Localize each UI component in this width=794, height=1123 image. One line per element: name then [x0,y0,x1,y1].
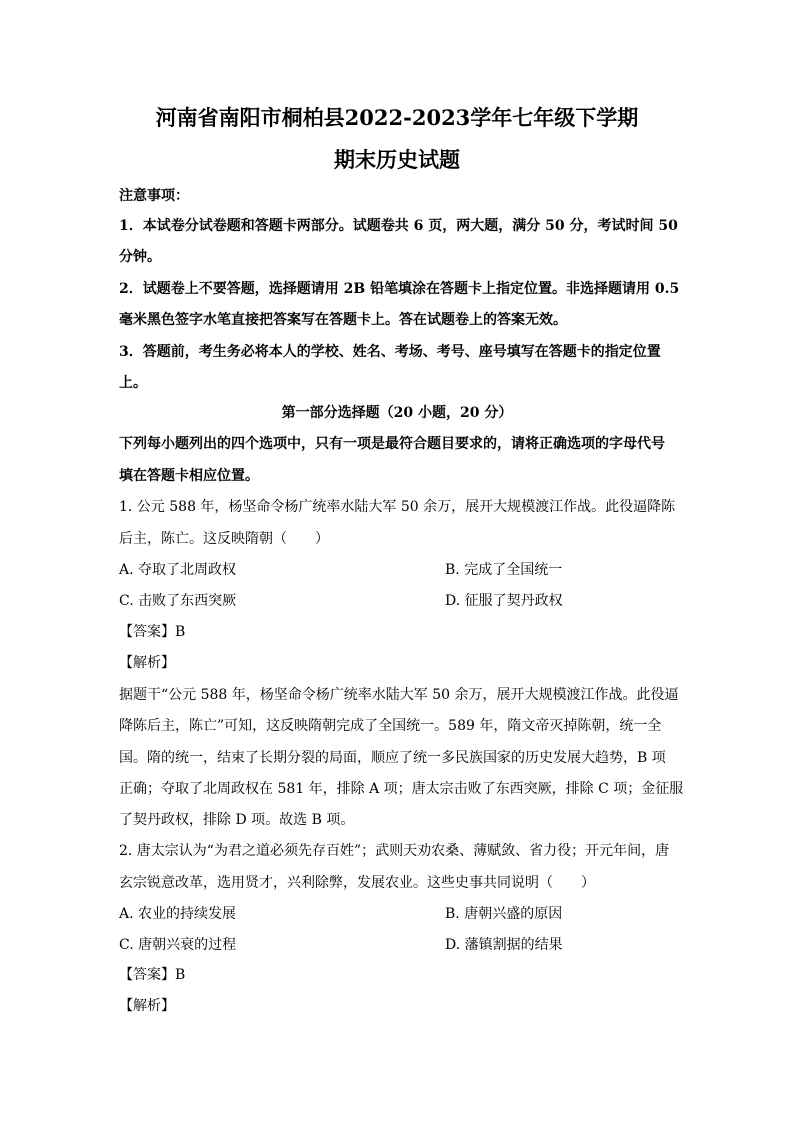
question-2-option-b: B. 唐朝兴盛的原因 [445,906,563,922]
question-1-option-c: C. 击败了东西突厥 [119,593,237,609]
question-2-answer: 【答案】B [119,967,186,983]
page-title-line2: 期末历史试题 [334,147,460,172]
question-2-stem-line-1: 2. 唐太宗认为“为君之道必须先存百姓”；武则天劝农桑、薄赋敛、省力役；开元年间，唐 [119,843,670,859]
page-title-line1: 河南省南阳市桐柏县2022-2023学年七年级下学期 [155,105,639,130]
notice-item-3-line-1: 3．答题前，考生务必将本人的学校、姓名、考场、考号、座号填写在答题卡的指定位置 [119,344,661,360]
question-1-analysis-heading: 【解析】 [119,655,175,671]
question-1-analysis-line-5: 了契丹政权，排除 D 项。故选 B 项。 [119,812,355,828]
question-2-option-d: D. 藩镇割据的结果 [445,937,563,953]
question-1-answer: 【答案】B [119,624,186,640]
notice-item-2-line-2: 毫米黑色签字水笔直接把答案写在答题卡上。答在试题卷上的答案无效。 [119,312,567,328]
question-1-option-b: B. 完成了全国统一 [445,562,563,578]
notice-heading: 注意事项： [119,188,189,204]
section-instruction-line-1: 下列每小题列出的四个选项中，只有一项是最符合题目要求的，请将正确选项的字母代号 [119,436,665,452]
question-2-option-a: A. 农业的持续发展 [119,906,237,922]
question-1-option-a: A. 夺取了北周政权 [119,562,237,578]
question-2-stem-line-2: 玄宗锐意改革，选用贤才，兴利除弊，发展农业。这些史事共同说明（ ） [119,875,595,891]
notice-item-2-line-1: 2．试题卷上不要答题，选择题请用 2B 铅笔填涂在答题卡上指定位置。非选择题请用 0.5 [119,281,680,297]
question-1-stem-line-1: 1. 公元 588 年，杨坚命令杨广统率水陆大军 50 余万，展开大规模渡江作战。此役逼降陈 [119,499,676,515]
question-1-stem-line-2: 后主，陈亡。这反映隋朝（ ） [119,531,329,547]
question-1-analysis-line-1: 据题干“公元 588 年，杨坚命令杨广统率水陆大军 50 余万，展开大规模渡江作战。此役逼 [119,687,679,703]
question-1-analysis-line-4: 正确；夺取了北周政权在 581 年，排除 A 项；唐太宗击败了东西突厥，排除 C 项；金征服 [119,781,684,797]
question-1-option-d: D. 征服了契丹政权 [445,593,563,609]
question-2-analysis-heading: 【解析】 [119,998,175,1014]
section-heading: 第一部分选择题（20 小题，20 分） [281,405,513,421]
question-2-option-c: C. 唐朝兴衰的过程 [119,937,237,953]
section-instruction-line-2: 填在答题卡相应位置。 [119,468,259,484]
question-1-analysis-line-2: 降陈后主，陈亡”可知，这反映隋朝完成了全国统一。589 年，隋文帝灭掉陈朝，统一全 [119,718,662,734]
notice-item-1-line-1: 1．本试卷分试卷题和答题卡两部分。试题卷共 6 页，两大题，满分 50 分，考试时间 50 [119,218,678,234]
notice-item-1-line-2: 分钟。 [119,249,161,265]
question-1-analysis-line-3: 国。隋的统一，结束了长期分裂的局面，顺应了统一多民族国家的历史发展大趋势，B 项 [119,750,666,766]
notice-item-3-line-2: 上。 [119,375,147,391]
